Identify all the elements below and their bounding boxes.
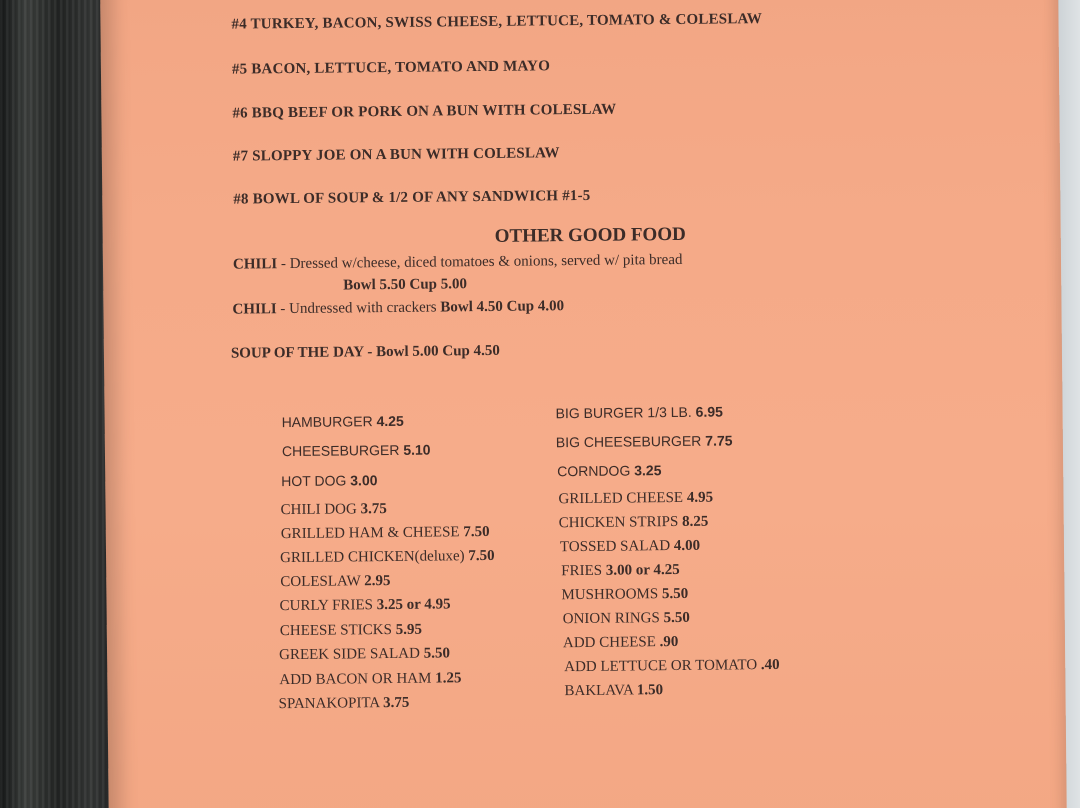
- menu-item: [555, 404, 722, 422]
- menu-item-price: 4.95: [686, 489, 714, 506]
- menu-item: [282, 413, 404, 430]
- menu-item-price: 8.25: [681, 513, 709, 530]
- menu-item-price: 3.25 or 4.95: [376, 596, 451, 614]
- menu-item: [282, 442, 431, 460]
- menu-item-price: 7.75: [705, 432, 733, 449]
- chili-undressed-name: CHILI: [232, 301, 277, 318]
- menu-item-name: HOT DOG: [281, 472, 347, 490]
- chili-dressed-line: [233, 252, 683, 274]
- menu-item: [564, 657, 780, 676]
- menu-item-name: HAMBURGER: [281, 413, 373, 431]
- menu-item: [279, 695, 410, 713]
- menu-item-price: 5.50: [661, 585, 689, 603]
- menu-item: [279, 596, 450, 615]
- chili-undressed-desc: - Undressed with crackers: [276, 299, 441, 318]
- section-title: OTHER GOOD FOOD: [494, 223, 686, 247]
- menu-item-price: 5.50: [423, 645, 450, 662]
- menu-item-price: 3.00 or 4.25: [605, 561, 680, 579]
- menu-item: [280, 501, 386, 519]
- menu-item: [557, 462, 661, 479]
- menu-item: [559, 514, 709, 533]
- sandwich-item: #7 SLOPPY JOE ON A BUN WITH COLESLAW: [232, 145, 560, 165]
- menu-item: [563, 634, 679, 652]
- menu-item: [281, 524, 490, 543]
- menu-item-price: 7.50: [468, 547, 495, 565]
- menu-item-price: 3.75: [383, 694, 410, 712]
- menu-item-name: TOSSED SALAD: [559, 538, 671, 556]
- menu-item-name: ADD LETTUCE OR TOMATO: [564, 657, 758, 676]
- menu-item: [561, 562, 680, 580]
- sandwich-item: #5 BACON, LETTUCE, TOMATO AND MAYO: [231, 58, 551, 78]
- menu-item-name: GRILLED CHEESE: [558, 489, 684, 508]
- menu-item-name: CHEESE STICKS: [279, 621, 393, 640]
- menu-item: [279, 645, 450, 664]
- sandwich-item: #4 TURKEY, BACON, SWISS CHEESE, LETTUCE, TOMATO & COLESLAW: [231, 11, 763, 33]
- menu-item-price: .90: [659, 633, 679, 651]
- menu-item-name: BIG CHEESEBURGER: [555, 432, 702, 451]
- menu-item-price: 7.50: [463, 523, 490, 541]
- menu-item: [280, 573, 390, 591]
- sandwich-item: #6 BBQ BEEF OR PORK ON A BUN WITH COLESLAW: [232, 101, 617, 122]
- menu-item-name: FRIES: [561, 562, 603, 580]
- chili-dressed-desc: - Dressed w/cheese, diced tomatoes & onions, served w/ pita bread: [277, 251, 683, 273]
- menu-item-name: CHICKEN STRIPS: [558, 513, 679, 532]
- menu-item-name: CURLY FRIES: [279, 597, 374, 615]
- chili-dressed-name: CHILI: [232, 256, 278, 273]
- menu-item-name: CHEESEBURGER: [281, 441, 400, 460]
- menu-item-name: BAKLAVA: [564, 682, 634, 700]
- menu-item-price: 5.95: [395, 621, 423, 638]
- menu-item-price: 2.95: [364, 572, 391, 590]
- menu-item-name: GREEK SIDE SALAD: [278, 645, 420, 664]
- menu-item-price: 5.50: [663, 609, 690, 627]
- menu-item-price: 4.25: [376, 412, 404, 430]
- menu-item-name: BIG BURGER 1/3 LB.: [555, 403, 692, 422]
- menu-item-price: 1.50: [636, 682, 664, 699]
- menu-item-price: 3.25: [634, 462, 662, 479]
- chili-undressed-line: [232, 298, 564, 318]
- menu-item-price: 6.95: [695, 403, 723, 420]
- menu-item: [558, 490, 713, 509]
- menu-item-name: GRILLED CHICKEN(deluxe): [279, 548, 465, 567]
- menu-item: [281, 472, 377, 489]
- menu-item: [564, 682, 663, 700]
- menu-item-price: 1.25: [435, 670, 462, 687]
- menu-item: [279, 670, 461, 689]
- menu-item: [556, 432, 733, 450]
- menu-item-name: CHILI DOG: [280, 501, 357, 519]
- menu-item: [280, 622, 422, 640]
- menu-item: [560, 538, 700, 556]
- menu-item-name: SPANAKOPITA: [278, 695, 380, 713]
- menu-item-name: ADD BACON OR HAM: [279, 670, 432, 689]
- menu-item-price: .40: [760, 656, 780, 674]
- menu-item-name: MUSHROOMS: [561, 586, 659, 604]
- menu-page: [100, 0, 1067, 808]
- soup-of-the-day: SOUP OF THE DAY - Bowl 5.00 Cup 4.50: [230, 342, 500, 362]
- menu-item-name: CORNDOG: [557, 462, 631, 480]
- menu-item: [280, 548, 495, 567]
- menu-item-name: COLESLAW: [280, 573, 361, 591]
- menu-item: [563, 610, 690, 628]
- menu-item-name: ONION RINGS: [562, 610, 660, 628]
- menu-item: [561, 586, 688, 604]
- menu-item-price: 4.00: [673, 537, 701, 555]
- menu-item-name: ADD CHEESE: [562, 634, 656, 652]
- sandwich-item: #8 BOWL OF SOUP & 1/2 OF ANY SANDWICH #1-5: [233, 187, 591, 208]
- menu-item-price: 3.75: [360, 501, 387, 518]
- chili-dressed-prices: Bowl 5.50 Cup 5.00: [343, 276, 468, 294]
- chili-undressed-prices: Bowl 4.50 Cup 4.00: [440, 298, 565, 316]
- menu-item-name: GRILLED HAM & CHEESE: [280, 524, 460, 543]
- menu-item-price: 5.10: [403, 441, 431, 458]
- menu-item-price: 3.00: [350, 472, 378, 489]
